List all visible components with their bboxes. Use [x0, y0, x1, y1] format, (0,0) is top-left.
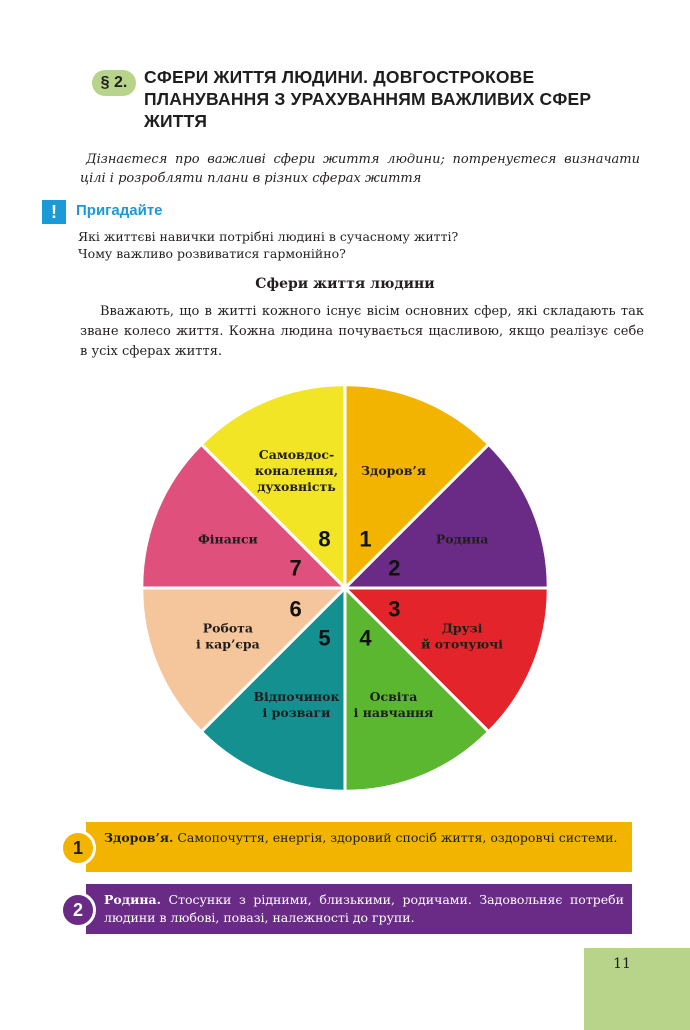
- wheel-segment-label: [361, 463, 426, 478]
- wheel-segment-label: [253, 689, 339, 720]
- wheel-segment-label-line: і кар’єра: [195, 636, 260, 652]
- wheel-segment-label-line: і навчання: [353, 705, 434, 721]
- wheel-segment-label-line: і розваги: [262, 705, 331, 721]
- wheel-segment-label-line: коналення,: [254, 462, 339, 478]
- sphere-item: [60, 822, 632, 872]
- body-paragraph: Вважають, що в житті кожного існує вісім основних сфер, які складають так зване колесо життя. Кожна людина почувається щасливою, якщо реалізує себе в усіх сферах життя.: [80, 304, 644, 359]
- wheel-segment-number: 6: [289, 596, 302, 622]
- sphere-item: [60, 884, 632, 934]
- sphere-item-text: [104, 891, 624, 927]
- wheel-segment-label-line: Родина: [435, 531, 489, 547]
- sphere-term: Здоров’я.: [104, 830, 174, 845]
- wheel-segment-number: 3: [388, 596, 401, 622]
- remember-title: Пригадайте: [76, 202, 163, 219]
- wheel-segment-number: 7: [289, 555, 302, 581]
- wheel-segment-label: [198, 531, 258, 546]
- wheel-segment-label: [436, 531, 489, 546]
- sphere-item-text: [104, 829, 624, 847]
- wheel-segment-number: 4: [359, 625, 372, 651]
- page-corner: [584, 948, 690, 1030]
- section-number-badge: § 2.: [92, 70, 136, 96]
- wheel-segment-label-line: Здоров’я: [360, 462, 427, 478]
- wheel-segment-number: 1: [359, 526, 372, 552]
- wheel-segment-label: [196, 621, 260, 652]
- sphere-description: Стосунки з рідними, близькими, родичами. Задовольняє потреби людини в любові, повазі, належності до групи.: [104, 892, 624, 925]
- section-title: СФЕРИ ЖИТТЯ ЛЮДИНИ. ДОВГОСТРОКОВЕ ПЛАНУВАННЯ З УРАХУВАННЯМ ВАЖЛИВИХ СФЕР ЖИТТЯ: [144, 67, 592, 131]
- page-number: 11: [613, 956, 631, 972]
- wheel-segment-label-line: Відпочинок: [253, 689, 340, 705]
- remember-question: Чому важливо розвиватися гармонійно?: [78, 246, 346, 261]
- wheel-segment-label-line: духовність: [257, 478, 336, 494]
- wheel-segment-number: 8: [318, 526, 331, 552]
- wheel-segment-label-line: Самовдос-: [258, 446, 335, 462]
- wheel-segment-label-line: Друзі: [441, 620, 483, 636]
- wheel-segment-number: 2: [388, 555, 401, 581]
- subheading: Сфери життя людини: [255, 276, 435, 292]
- sphere-number-badge: 2: [60, 892, 96, 928]
- intro-text: Дізнаєтеся про важливі сфери життя людини; потренуєтеся визначати цілі і розробляти плани в різних сферах життя: [80, 152, 640, 186]
- remember-question: Які життєві навички потрібні людині в сучасному житті?: [78, 229, 459, 244]
- wheel-segment-label-line: Робота: [202, 620, 254, 636]
- exclamation-icon: !: [42, 200, 66, 224]
- wheel-segment-label-line: Фінанси: [197, 531, 258, 547]
- wheel-of-life: [135, 378, 555, 798]
- wheel-segment-label-line: Освіта: [369, 689, 418, 705]
- sphere-number-badge: 1: [60, 830, 96, 866]
- wheel-of-life-diagram: [135, 378, 555, 798]
- sphere-description: Самопочуття, енергія, здоровий спосіб життя, оздоровчі системи.: [173, 830, 618, 845]
- wheel-segment-label: [255, 447, 338, 494]
- sphere-term: Родина.: [104, 892, 161, 907]
- wheel-segment-number: 5: [318, 625, 331, 651]
- wheel-segment-label-line: й оточуючі: [421, 636, 504, 652]
